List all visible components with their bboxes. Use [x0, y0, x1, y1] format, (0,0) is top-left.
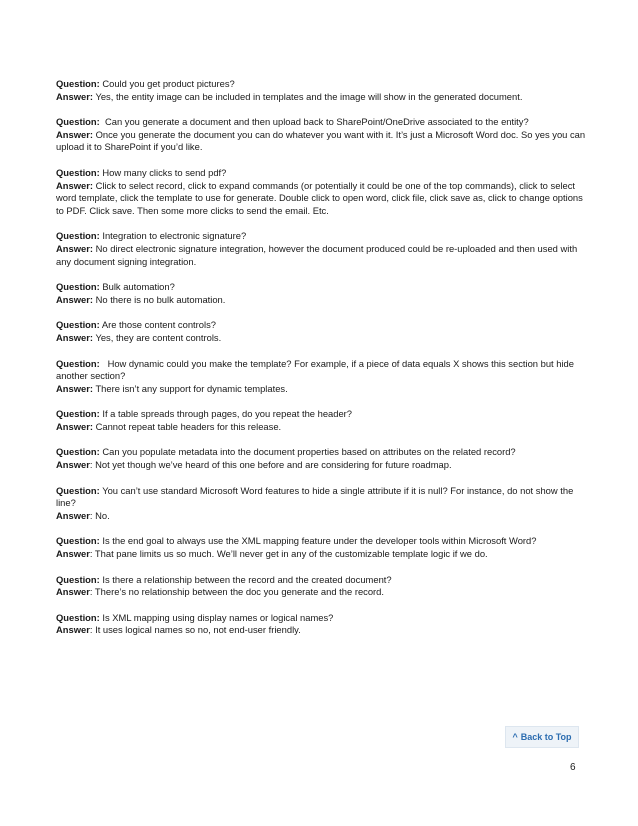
answer-label: Answer [56, 509, 90, 521]
answer-text: Yes, they are content controls. [95, 331, 222, 343]
answer-label: Answer [56, 459, 90, 471]
answer-label: Answer: [56, 179, 93, 191]
qa-item [56, 116, 586, 154]
answer-label: Answer: [56, 293, 93, 305]
answer-label: Answer: [56, 331, 93, 343]
answer-text: No direct electronic signature integration, however the document produced could be re-uploaded and then used with any document signing integration. [56, 242, 578, 267]
question-line [56, 612, 586, 625]
qa-item [56, 408, 586, 433]
answer-text: Cannot repeat table headers for this release. [95, 420, 282, 432]
question-text: Can you generate a document and then upload back to SharePoint/OneDrive associated to the entity? [104, 116, 529, 128]
answer-text: : That pane limits us so much. We’ll never get in any of the customizable template logic if we do. [89, 548, 488, 560]
answer-label: Answer [56, 548, 90, 560]
question-text: Is there a relationship between the record and the created document? [102, 573, 392, 585]
question-text: Is XML mapping using display names or logical names? [102, 611, 334, 623]
qa-item [56, 319, 586, 344]
qa-item [56, 167, 586, 217]
question-text: Bulk automation? [102, 281, 175, 293]
answer-label: Answer: [56, 420, 93, 432]
answer-text: : It uses logical names so no, not end-user friendly. [89, 624, 301, 636]
question-label: Question: [56, 484, 100, 496]
answer-line [56, 91, 586, 104]
back-to-top-button[interactable] [505, 726, 579, 748]
answer-line [56, 129, 586, 154]
answer-text: Click to select record, click to expand commands (or potentially it could be one of the top commands), click to select word template, click the template to use for generate. Double click to open word, click file, click save as, click to change options to PDF. Click save. Then some more clicks to send the email. Etc. [56, 179, 583, 216]
answer-line [56, 459, 586, 472]
answer-text: Yes, the entity image can be included in templates and the image will show in the generated document. [95, 90, 523, 102]
answer-line [56, 421, 586, 434]
qa-item [56, 230, 586, 268]
question-label: Question: [56, 357, 100, 369]
question-line [56, 574, 586, 587]
answer-label: Answer [56, 586, 90, 598]
answer-line [56, 332, 586, 345]
qa-item [56, 446, 586, 471]
question-text: Could you get product pictures? [102, 78, 235, 89]
question-text: How many clicks to send pdf? [102, 166, 227, 178]
qa-item [56, 281, 586, 306]
question-label: Question: [56, 611, 100, 623]
question-line [56, 167, 586, 180]
question-line [56, 358, 586, 383]
qa-item [56, 358, 586, 396]
qa-item [56, 574, 586, 599]
answer-text: : No. [89, 509, 110, 521]
answer-label: Answer [56, 624, 90, 636]
qa-item [56, 612, 586, 637]
question-text: How dynamic could you make the template? For example, if a piece of data equals X shows this section but hide another section? [56, 357, 574, 382]
answer-line [56, 383, 586, 396]
qa-item [56, 535, 586, 560]
question-line [56, 116, 586, 129]
question-label: Question: [56, 446, 100, 458]
back-to-top-label: Back to Top [520, 732, 572, 742]
answer-text: : There’s no relationship between the doc you generate and the record. [89, 586, 384, 598]
question-label: Question: [56, 116, 100, 128]
question-label: Question: [56, 230, 100, 242]
question-label: Question: [56, 573, 100, 585]
question-label: Question: [56, 408, 100, 420]
question-label: Question: [56, 78, 100, 89]
answer-text: : Not yet though we’ve heard of this one before and are considering for future roadmap. [89, 459, 452, 471]
question-text: Can you populate metadata into the document properties based on attributes on the related record? [102, 446, 516, 458]
question-text: Are those content controls? [101, 319, 216, 331]
answer-line [56, 586, 586, 599]
answer-text: Once you generate the document you can do whatever you want with it. It’s just a Microsoft Word doc. So yes you can upload it to SharePoint if you’d like. [56, 128, 586, 153]
question-label: Question: [56, 281, 100, 293]
answer-label: Answer: [56, 128, 93, 140]
answer-line [56, 510, 586, 523]
answer-label: Answer: [56, 382, 93, 394]
question-line [56, 281, 586, 294]
answer-label: Answer: [56, 90, 93, 102]
answer-text: There isn’t any support for dynamic templates. [95, 382, 288, 394]
question-text: Is the end goal to always use the XML mapping feature under the developer tools within Microsoft Word? [102, 535, 537, 547]
answer-text: No there is no bulk automation. [95, 293, 226, 305]
faq-content [56, 78, 586, 650]
answer-line [56, 180, 586, 218]
caret-up-icon: ^ [512, 732, 518, 742]
answer-line [56, 624, 586, 637]
question-line [56, 485, 586, 510]
question-label: Question: [56, 535, 100, 547]
question-text: If a table spreads through pages, do you repeat the header? [102, 408, 353, 420]
answer-line [56, 548, 586, 561]
question-line [56, 319, 586, 332]
answer-line [56, 243, 586, 268]
qa-item [56, 485, 586, 523]
question-line [56, 535, 586, 548]
answer-label: Answer: [56, 242, 93, 254]
question-text: You can’t use standard Microsoft Word features to hide a single attribute if it is null? For instance, do not show the line? [56, 484, 574, 509]
question-line [56, 446, 586, 459]
qa-item [56, 78, 586, 103]
question-line [56, 78, 586, 91]
page-number: 6 [570, 762, 576, 773]
question-label: Question: [56, 319, 100, 331]
question-line [56, 230, 586, 243]
question-text: Integration to electronic signature? [102, 230, 247, 242]
question-line [56, 408, 586, 421]
answer-line [56, 294, 586, 307]
question-label: Question: [56, 166, 100, 178]
